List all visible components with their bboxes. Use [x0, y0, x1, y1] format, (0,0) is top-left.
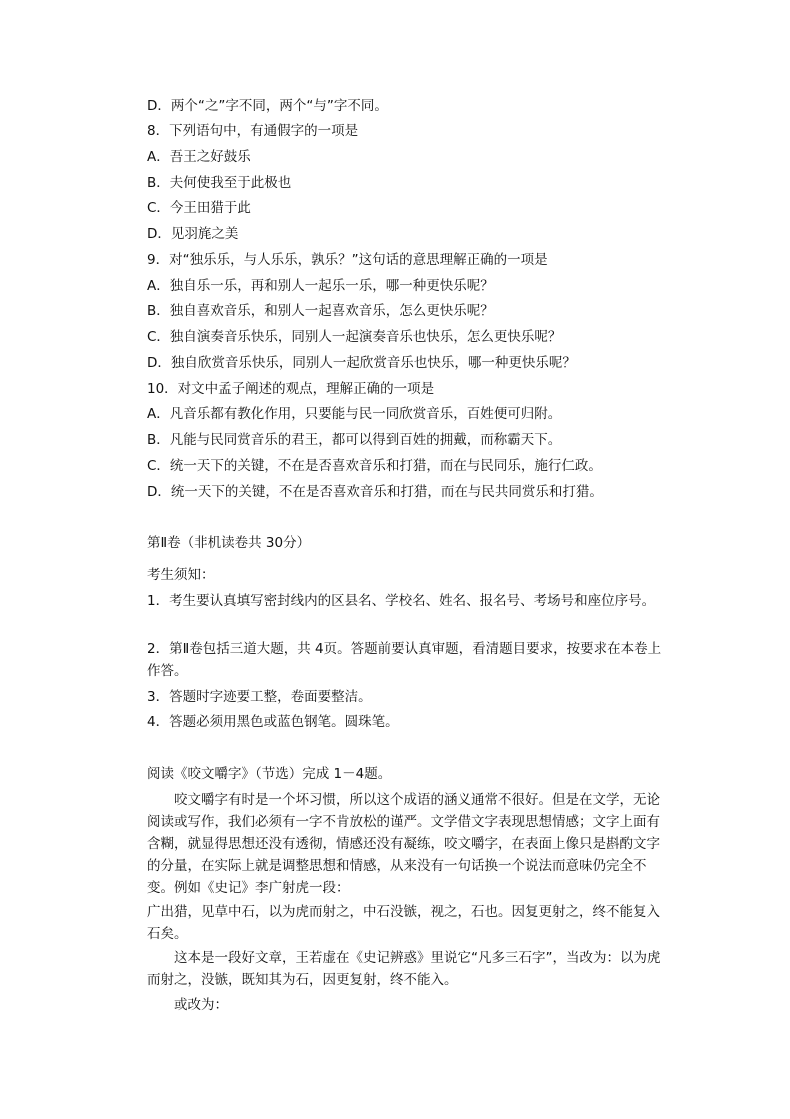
notice-item-3: 3．答题时字迹要工整，卷面要整洁。 [147, 689, 372, 705]
notice-item-2: 2．第Ⅱ卷包括三道大题，共 4页。答题前要认真审题，看清题目要求，按要求在本卷上作答。 [147, 641, 662, 679]
notice-item-1: 1．考生要认真填写密封线内的区县名、学校名、姓名、报名号、考场号和座位序号。 [147, 593, 656, 609]
q9-option-a: A．独自乐一乐，再和别人一起乐一乐，哪一种更快乐呢？ [147, 278, 494, 294]
q10-option-c: C．统一天下的关键，不在是否喜欢音乐和打猎，而在与民同乐，施行仁政。 [147, 458, 602, 474]
q8-option-c: C．今王田猎于此 [147, 200, 251, 216]
reading-quote-text: 广出猎，见草中石，以为虎而射之，中石没镞，视之，石也。因复更射之，终不能复入石矣。 [147, 904, 660, 942]
reading-intro: 阅读《咬文嚼字》（节选）完成 1－4题。 [147, 766, 392, 782]
q8-option-b: B．夫何使我至于此极也 [147, 175, 292, 191]
q7-option-d: D．两个“之”字不同，两个“与”字不同。 [147, 98, 388, 114]
q9-option-d: D．独自欣赏音乐快乐，同别人一起欣赏音乐也快乐，哪一种更快乐呢？ [147, 355, 576, 371]
part2-title: 第Ⅱ卷（非机读卷共 30分） [147, 535, 311, 551]
reading-quote [147, 901, 665, 945]
q9-option-b: B．独自喜欢音乐，和别人一起喜欢音乐，怎么更快乐呢？ [147, 303, 494, 319]
q10-option-b: B．凡能与民同赏音乐的君王，都可以得到百姓的拥戴，而称霸天下。 [147, 432, 562, 448]
q10-option-a: A．凡音乐都有教化作用，只要能与民一同欣赏音乐，百姓便可归附。 [147, 406, 562, 422]
q9-stem: 9．对“独乐乐，与人乐乐，孰乐？”这句话的意思理解正确的一项是 [147, 252, 548, 268]
q10-stem: 10．对文中孟子阐述的观点，理解正确的一项是 [147, 381, 435, 397]
q8-option-d: D．见羽旄之美 [147, 226, 239, 242]
q10-option-d: D．统一天下的关键，不在是否喜欢音乐和打猎，而在与民共同赏乐和打猎。 [147, 484, 603, 500]
q9-option-c: C．独自演奏音乐快乐，同别人一起演奏音乐也快乐，怎么更快乐呢？ [147, 329, 562, 345]
reading-paragraph-1: 咬文嚼字有时是一个坏习惯，所以这个成语的涵义通常不很好。但是在文学，无论阅读或写作，我们必须有一字不肯放松的谨严。文学借文字表现思想情感；文字上面有含糊，就显得思想还没有透彻，情感还没有凝练，咬文嚼字，在表面上像只是斟酌文字的分量，在实际上就是调整思想和情感，从来没有一句话换一个说法而意味仍完全不变。例如《史记》李广射虎一段： [147, 792, 660, 896]
q8-option-a: A．吾王之好鼓乐 [147, 149, 251, 165]
reading-paragraph-3: 这本是一段好文章，王若虚在《史记辨惑》里说它“凡多三石字”，当改为：以为虎而射之，没镞，既知其为石，因更复射，终不能入。 [147, 950, 661, 988]
q8-stem: 8．下列语句中，有通假字的一项是 [147, 123, 359, 139]
notice-item-4: 4．答题必须用黑色或蓝色钢笔。圆珠笔。 [147, 714, 399, 730]
notice-heading: 考生须知： [147, 567, 215, 583]
reading-paragraph-4: 或改为： [174, 997, 228, 1013]
